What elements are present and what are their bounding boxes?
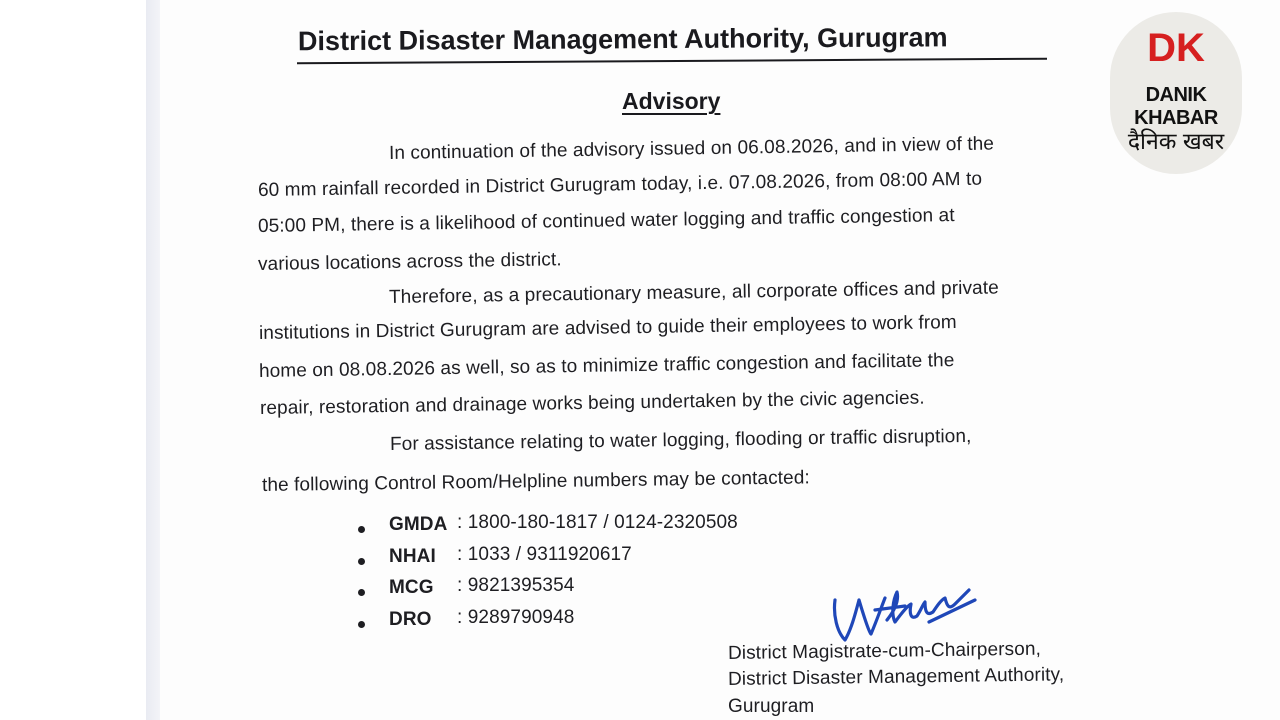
paragraph2-line: home on 08.08.2026 as well, so as to minimize traffic congestion and facilitate the xyxy=(258,350,955,382)
helpline-name: NHAI xyxy=(389,546,436,567)
paragraph3-line: For assistance relating to water logging, flooding or traffic disruption, xyxy=(389,425,972,455)
helpline-number: : 1800-180-1817 / 0124-2320508 xyxy=(457,512,738,533)
paragraph2-line: repair, restoration and drainage works being undertaken by the civic agencies. xyxy=(259,387,925,419)
paragraph2-line: Therefore, as a precautionary measure, all corporate offices and private xyxy=(388,277,999,308)
helpline-number: : 1033 / 9311920617 xyxy=(457,544,632,565)
signature-image xyxy=(825,570,985,650)
paragraph1-line: 05:00 PM, there is a likelihood of continued water logging and traffic congestion at xyxy=(257,205,955,237)
bullet-icon xyxy=(358,589,365,596)
signatory-line: District Magistrate-cum-Chairperson, xyxy=(727,638,1042,664)
bullet-icon xyxy=(358,558,365,565)
paragraph1-line: In continuation of the advisory issued on 06.08.2026, and in view of the xyxy=(388,133,995,164)
signatory-line: District Disaster Management Authority, xyxy=(727,664,1065,690)
bullet-icon xyxy=(358,621,365,628)
helpline-name: DRO xyxy=(389,609,432,630)
bullet-icon xyxy=(358,526,365,533)
document-title: District Disaster Management Authority, Gurugram xyxy=(297,22,948,57)
left-margin xyxy=(0,0,146,720)
helpline-name: MCG xyxy=(389,577,434,598)
document-subtitle: Advisory xyxy=(622,88,721,114)
channel-logo-badge xyxy=(1110,12,1242,174)
signatory-line: Gurugram xyxy=(728,696,815,717)
paragraph3-line: the following Control Room/Helpline numbers may be contacted: xyxy=(261,467,810,496)
paragraph1-line: various locations across the district. xyxy=(257,249,562,275)
helpline-number: : 9289790948 xyxy=(457,607,575,628)
helpline-number: : 9821395354 xyxy=(457,575,575,596)
logo-name: DANIK KHABAR xyxy=(1134,84,1218,129)
logo-hindi-name: दैनिक खबर xyxy=(1127,128,1225,154)
logo-initials: DK xyxy=(1147,26,1205,70)
page-shadow xyxy=(146,0,160,720)
paragraph1-line: 60 mm rainfall recorded in District Gurugram today, i.e. 07.08.2026, from 08:00 AM to xyxy=(257,168,983,201)
helpline-name: GMDA xyxy=(389,514,448,535)
paragraph2-line: institutions in District Gurugram are advised to guide their employees to work from xyxy=(258,312,957,344)
